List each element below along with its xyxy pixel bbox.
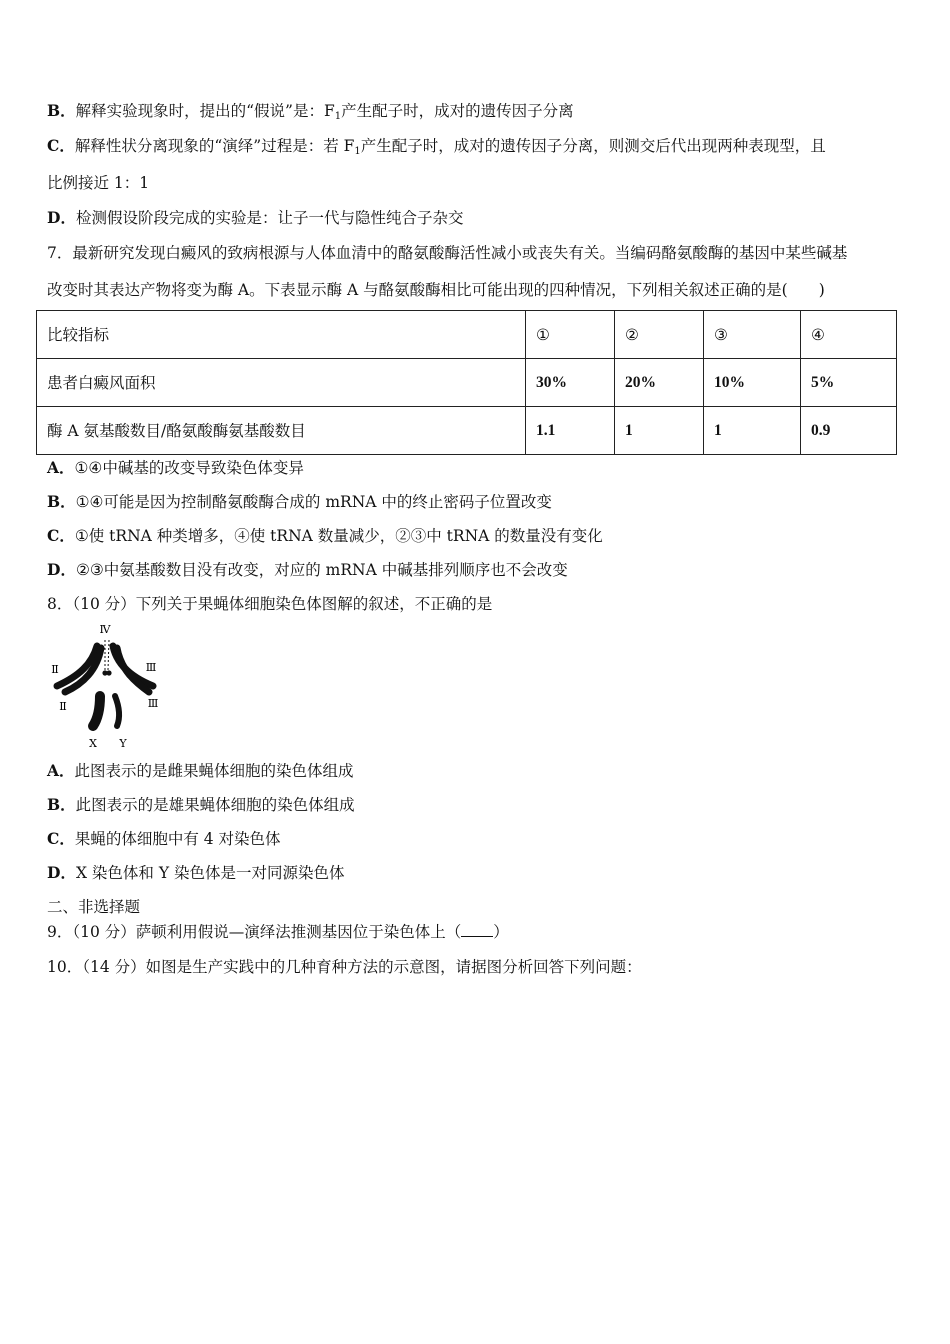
- label-chromosome-iii-top: Ⅲ: [145, 661, 157, 674]
- label-chromosome-ii-top: Ⅱ: [51, 663, 59, 676]
- chromosome-iv-line: [108, 640, 109, 670]
- chromosome-x: [93, 696, 100, 726]
- answer-blank[interactable]: [461, 936, 493, 937]
- option-7a: A．①④中碱基的改变导致染色体变异: [47, 458, 304, 477]
- section-heading: 二、非选择题: [47, 898, 141, 916]
- table-header-cell: ③: [704, 311, 801, 359]
- table-header-cell: 比较指标: [37, 311, 526, 359]
- question-7-line2: 改变时其表达产物将变为酶 A。下表显示酶 A 与酪氨酸酶相比可能出现的四种情况，下列相关叙述正确的是( ): [47, 281, 825, 299]
- option-6c: C．解释性状分离现象的“演绎”过程是：若 $F_1$产生配子时，成对的遗传因子分离，则测交后代出现两种表现型，且: [47, 136, 826, 157]
- label-chromosome-x: X: [89, 737, 97, 750]
- question-7-line1: 7．最新研究发现白癜风的致病根源与人体血清中的酪氨酸酶活性减小或丧失有关。当编码酪氨酸酶的基因中某些碱基: [47, 244, 848, 262]
- option-8d: D．X 染色体和 Y 染色体是一对同源染色体: [47, 863, 345, 882]
- option-7c: C．①使 tRNA 种类增多，④使 tRNA 数量减少，②③中 tRNA 的数量没有变化: [47, 526, 603, 545]
- table-cell: 10%: [704, 359, 801, 407]
- option-8c: C．果蝇的体细胞中有 4 对染色体: [47, 829, 281, 848]
- option-7d: D．②③中氨基酸数目没有改变，对应的 mRNA 中碱基排列顺序也不会改变: [47, 560, 568, 579]
- label-chromosome-y: Y: [119, 737, 127, 750]
- option-8a: A．此图表示的是雌果蝇体细胞的染色体组成: [47, 761, 354, 780]
- option-6d: D．检测假设阶段完成的实验是：让子一代与隐性纯合子杂交: [47, 208, 464, 227]
- table-cell: 1: [704, 407, 801, 455]
- table-cell: 1.1: [526, 407, 615, 455]
- question-10: 10．（14 分）如图是生产实践中的几种育种方法的示意图，请据图分析回答下列问题：: [47, 958, 642, 976]
- label-chromosome-iv: Ⅳ: [99, 623, 111, 636]
- table-cell: 30%: [526, 359, 615, 407]
- chromosome-iii: [117, 648, 149, 692]
- table-cell: 20%: [615, 359, 704, 407]
- option-6b: B．解释实验现象时，提出的“假说”是：$F_1$产生配子时，成对的遗传因子分离: [47, 101, 574, 122]
- table-header-cell: ①: [526, 311, 615, 359]
- option-7b: B．①④可能是因为控制酪氨酸酶合成的 mRNA 中的终止密码子位置改变: [47, 492, 552, 511]
- table-cell: 1: [615, 407, 704, 455]
- option-8b: B．此图表示的是雄果蝇体细胞的染色体组成: [47, 795, 355, 814]
- chromosome-iv-dot: [106, 670, 111, 675]
- chromosome-y: [115, 696, 119, 726]
- table-header-cell: ④: [801, 311, 897, 359]
- table-cell: 患者白癜风面积: [37, 359, 526, 407]
- question-9: 9．（10 分）萨顿利用假说—演绎法推测基因位于染色体上（ ）: [47, 923, 509, 941]
- table-cell: 酶 A 氨基酸数目/酪氨酸酶氨基酸数目: [37, 407, 526, 455]
- fruit-fly-chromosome-diagram: [45, 618, 170, 753]
- comparison-table: [36, 310, 897, 455]
- table-header-row: [37, 311, 897, 359]
- table-row: [37, 359, 897, 407]
- option-6c-continued: 比例接近 1：1: [47, 174, 150, 192]
- table-cell: 5%: [801, 359, 897, 407]
- table-header-cell: ②: [615, 311, 704, 359]
- table-row: [37, 407, 897, 455]
- label-chromosome-iii-bottom: Ⅲ: [147, 697, 159, 710]
- table-cell: 0.9: [801, 407, 897, 455]
- label-chromosome-ii-bottom: Ⅱ: [59, 700, 67, 713]
- question-8: 8．（10 分）下列关于果蝇体细胞染色体图解的叙述，不正确的是: [47, 595, 493, 613]
